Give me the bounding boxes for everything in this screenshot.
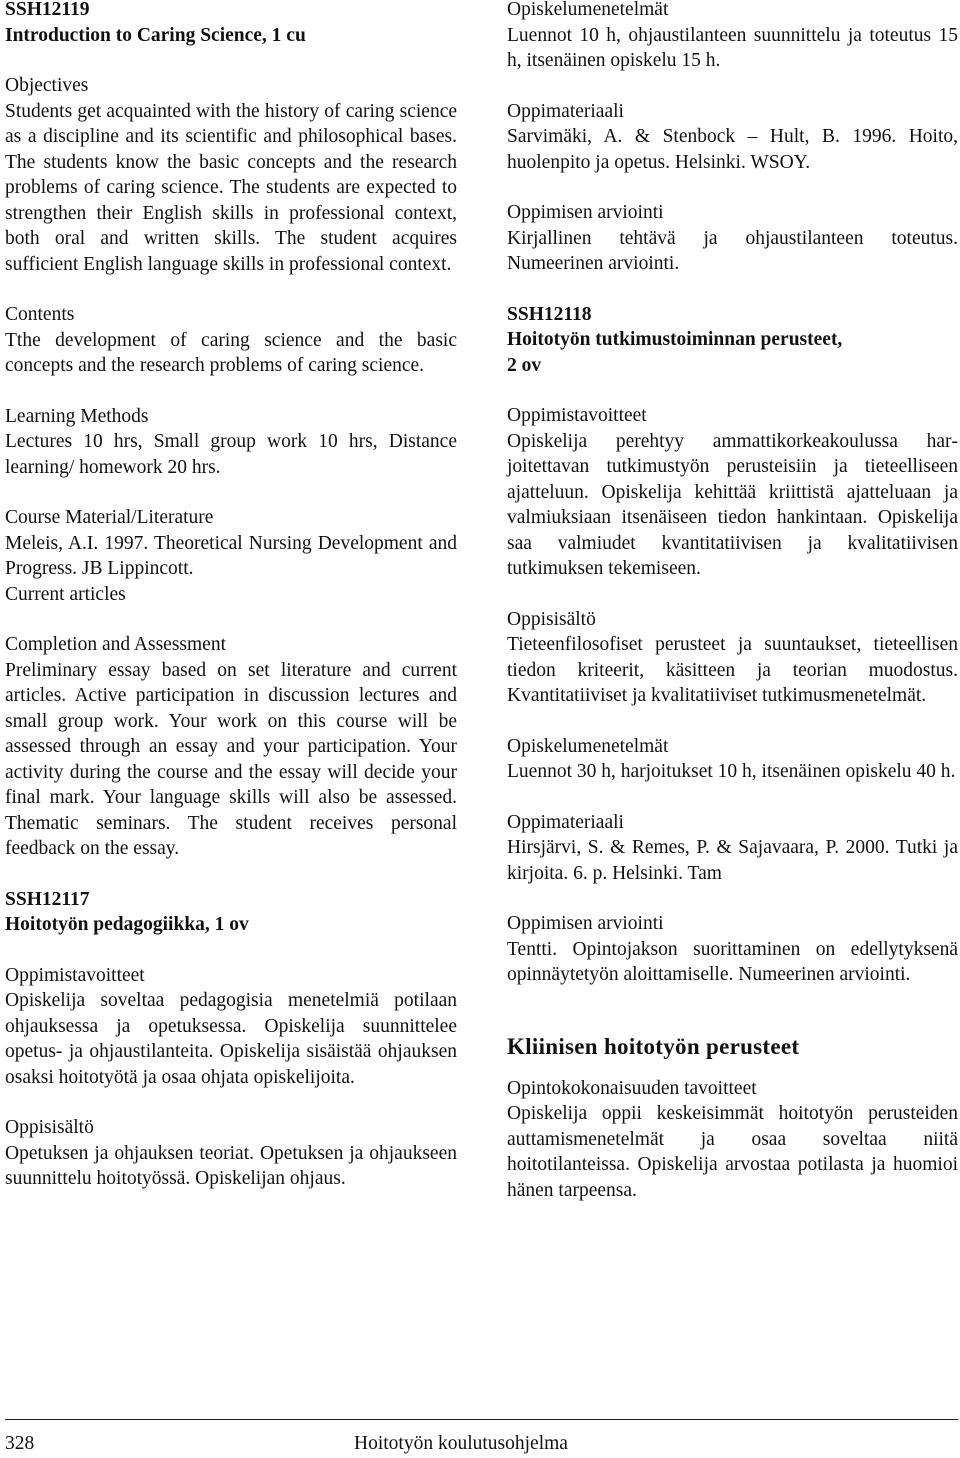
section-text: Tieteenfilosofiset perusteet ja suuntaukset, tieteellisen tiedon kriteerit, käsitteen ja teorian muodostus. Kvantitatiiviset ja kvalitatiiviset tutkimusmenetelmät. — [507, 634, 958, 706]
section-heading: Opiskelumenetelmät — [507, 735, 669, 757]
course-title: Hoitotyön pedagogiikka, 1 ov — [5, 914, 249, 935]
section-text-extra: Current articles — [5, 583, 126, 605]
section-text: Opetuksen ja ohjauksen teoriat. Opetuksen ja ohjaukseen suunnittelu hoitotyössä. Opiskelijan ohjaus. — [5, 1142, 457, 1189]
section-text: Sarvimäki, A. & Stenbock – Hult, B. 1996. Hoito, huolenpito ja opetus. Helsinki. WSOY. — [507, 126, 958, 173]
right-column — [507, 0, 958, 1203]
section-heading: Oppisisältö — [5, 1117, 94, 1138]
section-text: Tentti. Opintojakson suorittaminen on edellytyksenä opinnäytetyön aloittamiselle. Numeerinen arviointi. — [507, 938, 958, 985]
section-heading: Oppimateriaali — [507, 100, 624, 122]
section-heading: Opiskelumenetelmät — [507, 0, 669, 20]
section-text: Opiskelija perehtyy ammattikorkeakoulussa harjoitettavan tutkimustyön perusteisiin ja tieteelliseen ajatteluun. Opiskelija kehittää kriittistä ajatteluaan ja valmiuksiaan itsenäiseen tiedon hankintaan. Opiskelija saa valmiudet kvantitatiivisen ja kvalitatiivisen tutkimuksen tekemiseen. — [507, 430, 958, 579]
section-text: Opiskelija soveltaa pedagogisia menetelmiä potilaan ohjauksessa ja opetuksessa. Opiskelija suunnittelee opetus- ja ohjaustilanteita. Opiskelija sisäistää ohjauksen osaksi hoitotyötä ja osaa ohjata opiskelijoita. — [5, 990, 457, 1088]
section-text: Lectures 10 hrs, Small group work 10 hrs, Distance learning/ homework 20 hrs. — [5, 431, 457, 478]
course-credits: 2 ov — [507, 354, 542, 376]
page-number: 328 — [5, 1433, 35, 1454]
section-heading: Oppimistavoitteet — [5, 964, 145, 986]
section-text: Kirjallinen tehtävä ja ohjaustilanteen toteutus. Numeerinen arviointi. — [507, 227, 958, 274]
course-title: Introduction to Caring Science, 1 cu — [5, 24, 306, 46]
section-heading: Objectives — [5, 75, 89, 96]
section-heading: Course Material/Literature — [5, 507, 214, 528]
section-heading: Oppimateriaali — [507, 811, 624, 833]
section-heading: Oppimisen arviointi — [507, 913, 664, 934]
course-code: SSH12117 — [5, 888, 90, 910]
section-heading: Contents — [5, 304, 75, 325]
section-text: Opiskelija oppii keskeisimmät hoitotyön perusteiden auttamismenetelmät ja osaa soveltaa niitä hoitotilanteissa. Opiskelija arvostaa potilasta ja huomioi hänen tarpeensa. — [507, 1103, 958, 1201]
section-text: Students get acquainted with the history of caring science as a discipline and its scientific and philosophical bases. The students know the basic concepts and the research problems of caring science. The students are expected to strengthen their English skills in professional context, both oral and written skills. The student acquires sufficient English language skills in professional context. — [5, 100, 457, 275]
section-text: Tthe development of caring science and the basic concepts and the research problems of caring science. — [5, 329, 457, 376]
course-code: SSH12118 — [507, 303, 592, 325]
section-text: Meleis, A.I. 1997. Theoretical Nursing Development and Progress. JB Lippincott. — [5, 532, 457, 579]
section-heading: Oppimistavoitteet — [507, 405, 647, 426]
footer-divider — [5, 1419, 958, 1420]
section-text: Luennot 10 h, ohjaustilanteen suunnittelu ja toteutus 15 h, itsenäinen opiskelu 15 h. — [507, 24, 958, 71]
section-heading: Completion and Assessment — [5, 634, 226, 655]
left-column — [5, 0, 457, 1192]
course-title: Hoitotyön tutkimustoiminnan perusteet, — [507, 329, 843, 350]
section-text: Hirsjärvi, S. & Remes, P. & Sajavaara, P. 2000. Tutki ja kirjoita. 6. p. Helsinki. Tam — [507, 837, 958, 884]
section-text: Preliminary essay based on set literature and current articles. Active participation in discussion lectures and small group work. Your work on this course will be assessed through an essay and your participation. Your activity during the course and the essay will decide your final mark. Your language skills will also be assessed. Thematic seminars. The student receives personal feedback on the essay. — [5, 659, 457, 859]
course-code: SSH12119 — [5, 0, 90, 20]
section-heading: Oppimisen arviointi — [507, 202, 664, 223]
section-text: Luennot 30 h, harjoitukset 10 h, itsenäinen opiskelu 40 h. — [507, 761, 956, 782]
section-heading: Opintokokonaisuuden tavoitteet — [507, 1077, 757, 1099]
section-heading: Learning Methods — [5, 405, 149, 427]
section-heading: Oppisisältö — [507, 608, 596, 630]
running-title: Hoitotyön koulutusohjelma — [354, 1433, 568, 1454]
module-title: Kliinisen hoitotyön perusteet — [507, 1033, 800, 1059]
